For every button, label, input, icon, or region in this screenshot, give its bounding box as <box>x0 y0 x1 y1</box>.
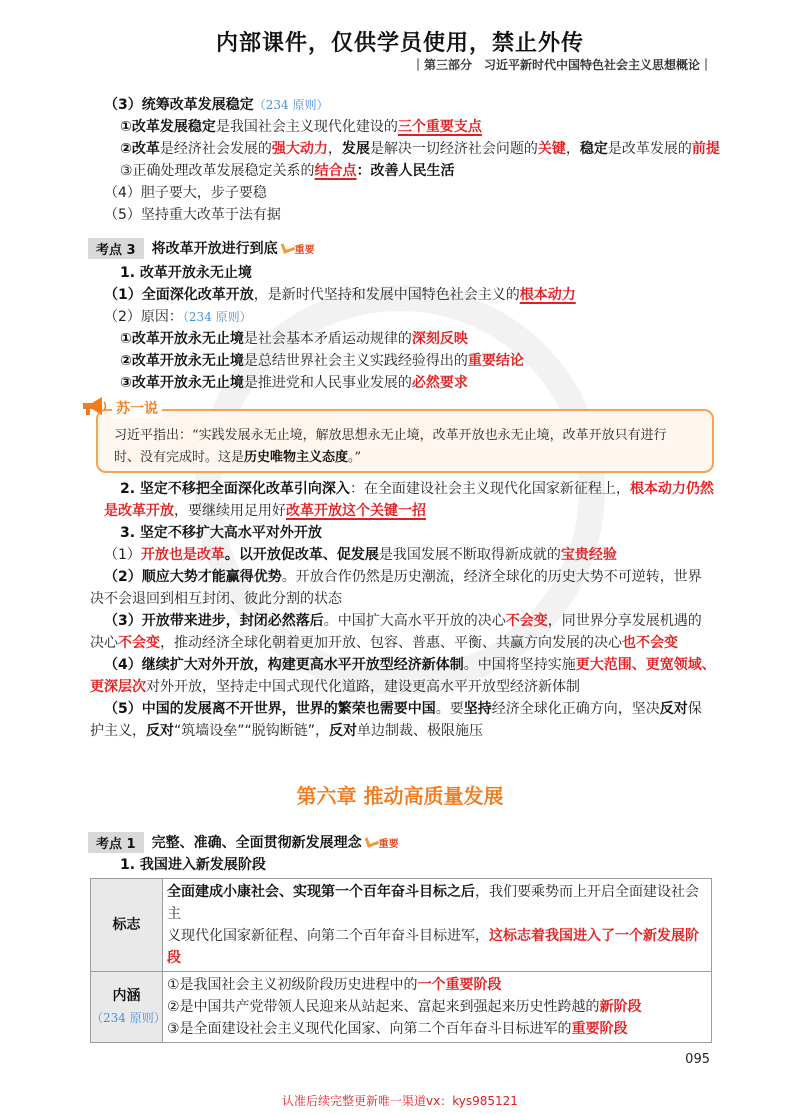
important-badge: 重要 <box>282 241 315 256</box>
open-point-2-cont: 决不会退回到相互封闭、彼此分割的状态 <box>90 591 342 607</box>
open-point-1: （1）开放也是改革。以开放促改革、促发展是我国发展不断取得新成就的宝贵经验 <box>104 547 617 563</box>
page-number: 095 <box>685 1052 710 1067</box>
open-point-3-cont: 决心不会变，推动经济全球化朝着更加开放、包容、普惠、平衡、共赢方向发展的决心也不会变 <box>90 635 678 651</box>
table-cell: ①是我国社会主义初级阶段历史进程中的一个重要阶段 ②是中国共产党带领人民迎来从站起来、富起来到强起来历史性跨越的新阶段 ③是全面建设社会主义现代化国家、向第二个百年奋斗目标进军的重要阶段 <box>163 972 712 1043</box>
open-point-2: （2）顺应大势才能赢得优势。开放合作仍然是历史潮流，经济全球化的历史大势不可逆转，世界 <box>104 569 702 585</box>
suyi-quote-line-1: 习近平指出：“实践发展永无止境，解放思想永无止境，改革开放也永无止境，改革开放只有进行 <box>114 428 667 443</box>
subheading-new-stage: 1. 我国进入新发展阶段 <box>120 857 266 873</box>
kaodian-title: 将改革开放进行到底 <box>151 241 278 257</box>
important-badge: 重要 <box>366 835 399 850</box>
kaodian-tag: 考点 1 <box>88 832 144 853</box>
point-root-driving-force: （1）全面深化改革开放，是新时代坚持和发展中国特色社会主义的根本动力 <box>104 287 576 303</box>
subheading-expand-opening: 3. 坚定不移扩大高水平对外开放 <box>120 525 322 541</box>
suyi-note-title: 苏一说 <box>112 398 162 418</box>
check-icon <box>364 834 379 848</box>
point-deepen-reform-2: 是改革开放，要继续用足用好改革开放这个关键一招 <box>104 503 426 519</box>
point-junction: ③正确处理改革发展稳定关系的结合点：改善人民生活 <box>120 163 455 179</box>
table-row <box>91 972 712 1043</box>
open-point-4-cont: 更深层次对外开放，坚持走中国式现代化道路，建设更高水平开放型经济新体制 <box>90 679 580 695</box>
open-point-5: （5）中国的发展离不开世界，世界的繁荣也需要中国。要坚持经济全球化正确方向，坚决反对保 <box>104 701 702 717</box>
kaodian-1-header <box>88 832 399 852</box>
kaodian-3-header <box>88 238 315 258</box>
megaphone-icon <box>80 395 108 417</box>
point-rule-of-law: （5）坚持重大改革于法有据 <box>104 207 281 223</box>
table-row <box>91 879 712 972</box>
page-header-title: 内部课件，仅供学员使用，禁止外传 <box>215 31 584 56</box>
point-reform-development-role: ②改革是经济社会发展的强大动力，发展是解决一切经济社会问题的关键，稳定是改革发展的前提 <box>120 141 720 157</box>
open-point-4: （4）继续扩大对外开放，构建更高水平开放型经济新体制。中国将坚持实施更大范围、更宽领域、 <box>104 657 716 673</box>
suyi-quote-line-2: 时、没有完成时。这是历史唯物主义态度。” <box>114 450 362 465</box>
point-deepen-reform-1: 2. 坚定不移把全面深化改革引向深入：在全面建设社会主义现代化国家新征程上，根本动力仍然 <box>120 481 714 497</box>
footer-notice: 认准后续完整更新唯一渠道vx：kys985121 <box>282 1094 518 1108</box>
chapter-6-title: 第六章 推动高质量发展 <box>296 784 504 808</box>
subheading-reform-endless: 1. 改革开放永无止境 <box>120 265 252 281</box>
kaodian-tag: 考点 3 <box>88 238 144 259</box>
reason-2: ②改革开放永无止境是总结世界社会主义实践经验得出的重要结论 <box>120 353 524 369</box>
check-icon <box>280 240 295 254</box>
table-header-cell: 内涵 （234 原则） <box>91 972 163 1043</box>
point-reasons: （2）原因：（234 原则） <box>104 309 252 325</box>
table-cell: 全面建成小康社会、实现第一个百年奋斗目标之后，我们要乘势而上开启全面建设社会主 义现代化国家新征程、向第二个百年奋斗目标进军，这标志着我国进入了一个新发展阶段 <box>163 879 712 972</box>
table-header-cell: 标志 <box>91 879 163 972</box>
point-three-pillars: ①改革发展稳定是我国社会主义现代化建设的三个重要支点 <box>120 119 482 135</box>
new-stage-table <box>90 878 712 1043</box>
heading-reform-development-stability: （3）统筹改革发展稳定（234 原则） <box>104 97 329 113</box>
open-point-5-cont: 护主义，反对“筑墙设垒”“脱钩断链”，反对单边制裁、极限施压 <box>90 723 484 739</box>
reason-1: ①改革开放永无止境是社会基本矛盾运动规律的深刻反映 <box>120 331 468 347</box>
page-header-subtitle: ｜第三部分 习近平新时代中国特色社会主义思想概论｜ <box>411 58 712 72</box>
point-bold-steady: （4）胆子要大，步子要稳 <box>104 185 267 201</box>
kaodian-title: 完整、准确、全面贯彻新发展理念 <box>151 835 362 851</box>
reason-3: ③改革开放永无止境是推进党和人民事业发展的必然要求 <box>120 375 468 391</box>
open-point-3: （3）开放带来进步，封闭必然落后。中国扩大高水平开放的决心不会变，同世界分享发展机遇的 <box>104 613 702 629</box>
